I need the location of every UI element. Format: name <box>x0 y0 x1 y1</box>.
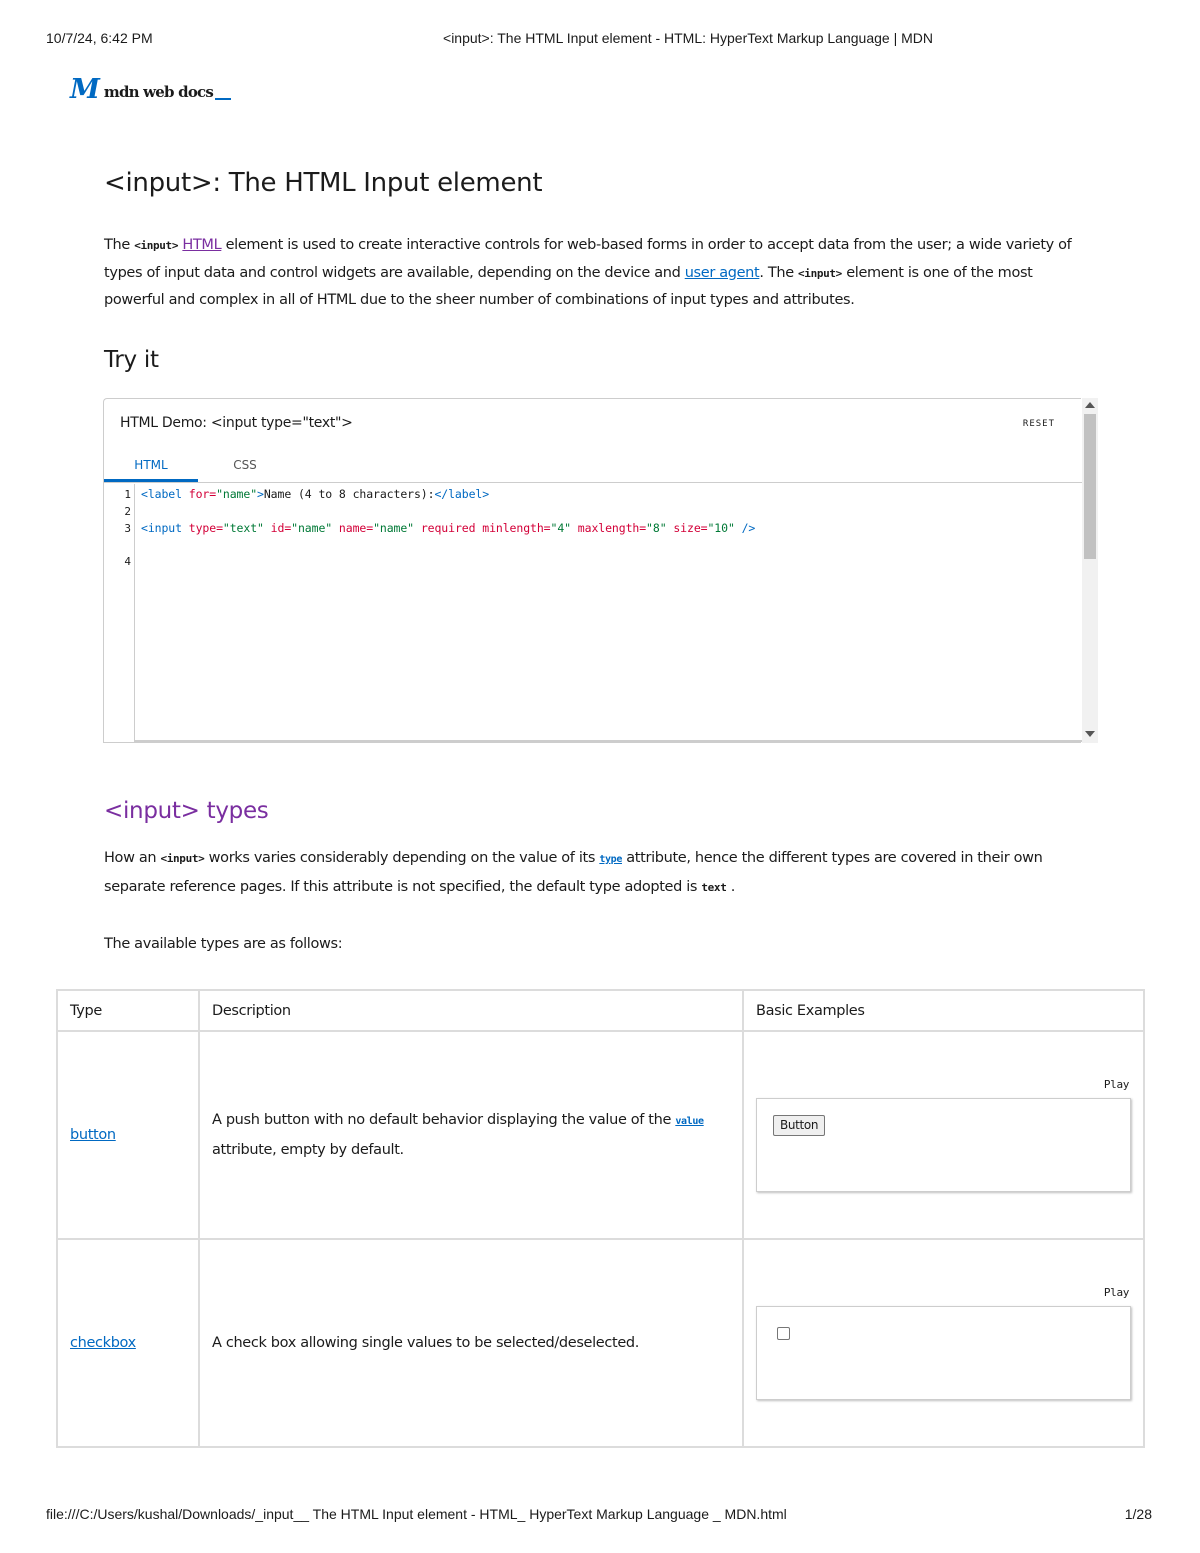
line-number: 3 <box>124 522 131 535</box>
code-token: "name" <box>291 521 333 535</box>
code-token: "8" <box>646 521 667 535</box>
demo-scrollbar[interactable] <box>1082 398 1098 743</box>
cell-description <box>199 1031 743 1239</box>
example-checkbox[interactable] <box>777 1327 790 1340</box>
cell-type <box>57 1031 199 1239</box>
reset-button[interactable]: RESET <box>1022 419 1055 429</box>
example-wrapper <box>756 1032 1131 1238</box>
code-token: name= <box>332 521 374 535</box>
example-wrapper <box>756 1240 1131 1446</box>
print-header <box>0 30 1200 50</box>
intro-text-2: element is used to create interactive controls for web-based forms in order to accept data from the user; a wide variety of types of input data and control widgets are available, depending on the device and <box>104 237 1072 281</box>
demo-tabs <box>104 451 1082 483</box>
code-token: <input <box>141 521 182 535</box>
types-text-3: attribute, hence the different types are covered in their own separate reference pages. If this attribute is not specified, the default type adopted is <box>104 850 1043 895</box>
table-row <box>57 1239 1144 1447</box>
logo-cursor-icon <box>215 98 231 100</box>
checkbox-type-link[interactable]: checkbox <box>70 1335 136 1351</box>
desc-text: A push button with no default behavior displaying the value of the <box>212 1112 676 1128</box>
code-token: "name" <box>216 487 258 501</box>
print-title <box>0 30 1200 46</box>
table-row <box>57 1031 1144 1239</box>
editor-divider <box>135 740 1082 742</box>
code-editor[interactable] <box>104 484 1082 742</box>
intro-code-input-2: <input> <box>798 266 842 280</box>
header-basic-examples: Basic Examples <box>743 990 1144 1031</box>
mdn-logo-text: mdn web docs <box>103 83 214 101</box>
example-frame <box>756 1306 1131 1400</box>
cell-type <box>57 1239 199 1447</box>
scroll-up-icon[interactable] <box>1085 402 1095 408</box>
interactive-demo <box>103 398 1081 743</box>
code-token: "4" <box>550 521 571 535</box>
code-token: "text" <box>222 521 264 535</box>
code-token: type= <box>181 521 223 535</box>
input-types-heading[interactable]: <input> types <box>104 798 269 824</box>
desc-text: attribute, empty by default. <box>212 1142 404 1158</box>
types-text-2: works varies considerably depending on the value of its <box>204 850 600 866</box>
code-token: Name (4 to 8 characters): <box>263 487 435 501</box>
types-code-input: <input> <box>160 852 205 865</box>
code-token: > <box>257 487 264 501</box>
code-token: id= <box>263 521 292 535</box>
checkbox-description: A check box allowing single values to be selected/deselected. <box>212 1335 640 1351</box>
page-title: <input>: The HTML Input element <box>104 168 543 198</box>
intro-text-3: . The <box>759 264 799 281</box>
intro-text-1: The <box>104 237 135 253</box>
scroll-down-icon[interactable] <box>1085 731 1095 737</box>
button-type-link[interactable]: button <box>70 1127 116 1143</box>
type-attribute-link[interactable]: type <box>599 854 622 865</box>
print-url: file:///C:/Users/kushal/Downloads/_input__ The HTML Input element - HTML_ HyperText Markup Language _ MDN.html <box>46 1506 787 1522</box>
types-code-text: text <box>701 880 727 894</box>
code-token: for= <box>181 487 217 501</box>
tab-css[interactable]: CSS <box>233 458 257 472</box>
line-gutter <box>104 484 135 742</box>
code-line-1 <box>141 487 489 501</box>
intro-code-input: <input> <box>134 239 179 252</box>
code-token: <label <box>141 487 182 501</box>
html-link[interactable]: HTML <box>182 237 222 253</box>
input-types-table <box>56 989 1145 1448</box>
code-token: "10" <box>707 521 735 535</box>
code-token: /> <box>734 521 756 535</box>
line-number: 2 <box>124 505 131 518</box>
print-date: 10/7/24, 6:42 PM <box>46 30 153 46</box>
intro-paragraph <box>104 232 1089 315</box>
example-frame <box>756 1098 1131 1192</box>
print-title-text: <input>: The HTML Input element - HTML: HyperText Markup Language | MDN <box>443 30 933 46</box>
header-description: Description <box>199 990 743 1031</box>
code-token: "name" <box>373 521 415 535</box>
code-token: size= <box>666 521 708 535</box>
cell-example <box>743 1031 1144 1239</box>
value-attribute-link[interactable]: value <box>675 1116 704 1127</box>
code-line-3 <box>141 521 755 535</box>
available-types-text: The available types are as follows: <box>104 936 343 952</box>
demo-title: HTML Demo: <input type="text"> <box>120 415 353 431</box>
example-button[interactable]: Button <box>773 1115 825 1136</box>
line-number: 1 <box>124 488 131 501</box>
cell-description <box>199 1239 743 1447</box>
code-token: maxlength= <box>570 521 647 535</box>
cell-example <box>743 1239 1144 1447</box>
mdn-logo-mark: M <box>70 74 96 105</box>
types-text-1: How an <box>104 850 161 866</box>
header-type: Type <box>57 990 199 1031</box>
table-header-row <box>57 990 1144 1031</box>
scrollbar-thumb[interactable] <box>1084 414 1096 559</box>
mdn-logo[interactable] <box>70 74 231 105</box>
tab-html[interactable]: HTML <box>104 458 198 482</box>
code-token: required minlength= <box>414 521 551 535</box>
types-paragraph <box>104 845 1089 901</box>
page-number: 1/28 <box>1124 1506 1152 1522</box>
play-button[interactable]: Play <box>1103 1286 1129 1299</box>
code-token: </label> <box>434 487 490 501</box>
try-it-heading: Try it <box>104 347 159 373</box>
play-button[interactable]: Play <box>1103 1078 1129 1091</box>
intro-text-4: element is one of the most powerful and complex in all of HTML due to the sheer number of combinations of input types and attributes. <box>104 264 1033 308</box>
user-agent-link[interactable]: user agent <box>684 264 760 281</box>
line-number: 4 <box>124 555 131 568</box>
types-text-4: . <box>726 878 736 895</box>
button-description <box>212 1106 730 1164</box>
